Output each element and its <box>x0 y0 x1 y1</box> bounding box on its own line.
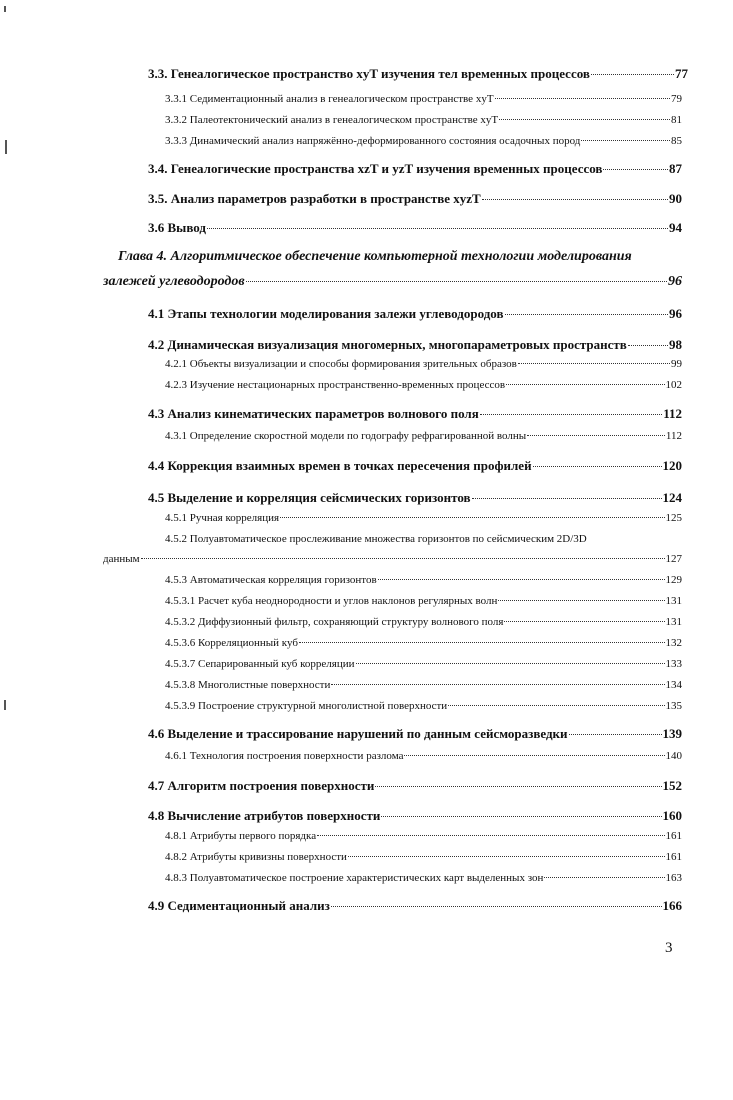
toc-entry-4-8-2[interactable] <box>165 851 682 863</box>
toc-entry-title: 3.3.3 Динамический анализ напряжённо-деформированного состояния осадочных пород <box>165 135 581 147</box>
toc-leader <box>482 199 668 200</box>
toc-entry-page: 131 <box>665 616 682 628</box>
toc-entry-page: 77 <box>675 66 688 81</box>
toc-entry-page: 129 <box>665 574 682 586</box>
toc-entry-title: 4.5.3.1 Расчет куба неоднородности и углов наклонов регулярных волн <box>165 595 498 607</box>
toc-entry-4-2-1[interactable] <box>165 358 682 370</box>
toc-chapter-4-line-1[interactable]: Глава 4. Алгоритмическое обеспечение компьютерной технологии моделирования <box>118 249 632 264</box>
page-number: 3 <box>665 940 673 956</box>
toc-entry-title: 4.5.3.8 Многолистные поверхности <box>165 679 331 691</box>
toc-entry-page: 127 <box>665 553 682 565</box>
toc-entry-3-3-3[interactable] <box>165 135 682 147</box>
toc-entry-page: 163 <box>665 872 682 884</box>
toc-leader <box>569 734 662 735</box>
toc-leader <box>480 414 662 415</box>
toc-leader <box>375 786 661 787</box>
toc-entry-4-1[interactable] <box>148 306 682 322</box>
toc-entry-title: 3.6 Вывод <box>148 220 206 235</box>
toc-entry-4-2[interactable] <box>148 337 682 353</box>
toc-leader <box>331 906 662 907</box>
toc-leader <box>544 877 664 878</box>
toc-leader <box>448 705 664 706</box>
toc-entry-4-2-3[interactable] <box>165 379 682 391</box>
toc-entry-page: 85 <box>671 135 682 147</box>
toc-entry-4-3-1[interactable] <box>165 430 682 442</box>
toc-entry-page: 133 <box>665 658 682 670</box>
toc-entry-3-5[interactable] <box>148 191 682 207</box>
toc-entry-title: 4.7 Алгоритм построения поверхности <box>148 778 375 793</box>
toc-entry-4-9[interactable] <box>148 898 682 914</box>
toc-leader <box>472 498 662 499</box>
toc-entry-title: 4.5 Выделение и корреляция сейсмических горизонтов <box>148 490 471 505</box>
toc-entry-page: 132 <box>665 637 682 649</box>
toc-leader <box>317 835 664 836</box>
toc-entry-4-6-1[interactable] <box>165 750 682 762</box>
toc-entry-title: 4.5.3.6 Корреляционный куб <box>165 637 298 649</box>
toc-entry-4-5-3-2[interactable] <box>165 616 682 628</box>
toc-chapter-4[interactable] <box>103 274 682 290</box>
toc-entry-page: 99 <box>671 358 682 370</box>
toc-entry-page: 161 <box>665 830 682 842</box>
toc-entry-4-3[interactable] <box>148 406 682 422</box>
toc-entry-page: 125 <box>665 512 682 524</box>
toc-entry-page: 112 <box>665 430 682 442</box>
toc-entry-page: 94 <box>669 220 682 235</box>
toc-entry-page: 135 <box>665 700 682 712</box>
toc-entry-page: 152 <box>662 778 682 793</box>
toc-leader <box>581 140 670 141</box>
toc-entry-title: 4.5.3.7 Сепарированный куб корреляции <box>165 658 355 670</box>
toc-entry-title: данным <box>103 553 140 565</box>
toc-entry-title: 3.4. Генеалогические пространства xzT и yzT изучения временных процессов <box>148 161 603 176</box>
toc-entry-4-4[interactable] <box>148 458 682 474</box>
toc-entry-4-5-3-6[interactable] <box>165 637 682 649</box>
toc-entry-4-5-3[interactable] <box>165 574 682 586</box>
toc-entry-4-5-2-line-1[interactable] <box>165 533 682 545</box>
toc-entry-page: 124 <box>662 490 682 505</box>
scan-mark <box>4 6 6 12</box>
toc-entry-title: 4.8.2 Атрибуты кривизны поверхности <box>165 851 347 863</box>
toc-entry-page: 131 <box>665 595 682 607</box>
toc-entry-title: 4.4 Коррекция взаимных времен в точках пересечения профилей <box>148 458 532 473</box>
toc-entry-page: 98 <box>669 337 682 352</box>
toc-entry-title: 4.5.3.9 Построение структурной многолистной поверхности <box>165 700 448 712</box>
toc-entry-title: 4.5.3.2 Диффузионный фильтр, сохраняющий структуру волнового поля <box>165 616 504 628</box>
toc-entry-4-5-3-8[interactable] <box>165 679 682 691</box>
toc-entry-4-8-3[interactable] <box>165 872 682 884</box>
toc-leader <box>207 228 668 229</box>
toc-leader <box>533 466 662 467</box>
toc-entry-page: 79 <box>671 93 682 105</box>
toc-leader <box>246 281 667 282</box>
toc-leader <box>498 600 664 601</box>
toc-entry-page: 96 <box>669 306 682 321</box>
toc-entry-title: 4.6.1 Технология построения поверхности разлома <box>165 750 404 762</box>
toc-leader <box>331 684 664 685</box>
toc-entry-4-7[interactable] <box>148 778 682 794</box>
toc-leader <box>591 74 674 75</box>
toc-entry-page: 120 <box>662 458 682 473</box>
toc-entry-title: 4.2.3 Изучение нестационарных пространственно-временных процессов <box>165 379 506 391</box>
toc-entry-title: 4.5.3 Автоматическая корреляция горизонтов <box>165 574 377 586</box>
toc-entry-4-6[interactable] <box>148 726 682 742</box>
toc-entry-title: 4.5.1 Ручная корреляция <box>165 512 280 524</box>
toc-entry-title: 4.2.1 Объекты визуализации и способы формирования зрительных образов <box>165 358 517 370</box>
toc-entry-4-5-3-7[interactable] <box>165 658 682 670</box>
toc-entry-4-5[interactable] <box>148 490 682 506</box>
toc-entry-title: 4.8.1 Атрибуты первого порядка <box>165 830 317 842</box>
toc-entry-4-5-3-1[interactable] <box>165 595 682 607</box>
toc-leader <box>348 856 665 857</box>
scan-mark <box>5 140 7 154</box>
toc-entry-3-6[interactable] <box>148 220 682 236</box>
toc-entry-page: 90 <box>669 191 682 206</box>
toc-entry-3-3-1[interactable] <box>165 93 682 105</box>
toc-entry-title: 3.3. Генеалогическое пространство xyT изучения тел временных процессов <box>148 66 590 81</box>
toc-leader <box>506 384 664 385</box>
toc-entry-title: 3.3.1 Седиментационный анализ в генеалогическом пространстве xyT <box>165 93 494 105</box>
toc-entry-title: 4.9 Седиментационный анализ <box>148 898 330 913</box>
toc-entry-title: 4.6 Выделение и трассирование нарушений по данным сейсморазведки <box>148 726 568 741</box>
toc-leader <box>378 579 665 580</box>
toc-leader <box>603 169 668 170</box>
toc-entry-4-5-1[interactable] <box>165 512 682 524</box>
toc-entry-3-4[interactable] <box>148 161 682 177</box>
toc-leader <box>141 558 665 559</box>
toc-entry-4-5-3-9[interactable] <box>165 700 682 712</box>
toc-entry-title: залежей углеводородов <box>103 274 245 289</box>
toc-entry-title: 4.5.2 Полуавтоматическое прослеживание множества горизонтов по сейсмическим 2D/3D <box>165 533 587 545</box>
toc-entry-title: 4.3 Анализ кинематических параметров волнового поля <box>148 406 479 421</box>
toc-entry-4-8-1[interactable] <box>165 830 682 842</box>
toc-entry-title: 3.3.2 Палеотектонический анализ в генеалогическом пространстве xyT <box>165 114 499 126</box>
toc-leader <box>505 314 669 315</box>
toc-leader <box>495 98 670 99</box>
toc-leader <box>404 755 664 756</box>
toc-entry-title: 4.1 Этапы технологии моделирования залежи углеводородов <box>148 306 504 321</box>
toc-entry-page: 166 <box>662 898 682 913</box>
toc-entry-4-5-2[interactable] <box>103 553 682 565</box>
toc-entry-page: 140 <box>665 750 682 762</box>
toc-entry-page: 96 <box>668 274 682 289</box>
toc-entry-title: 4.3.1 Определение скоростной модели по годографу рефрагированной волны <box>165 430 527 442</box>
toc-entry-page: 160 <box>662 808 682 823</box>
toc-leader <box>356 663 665 664</box>
toc-leader <box>280 517 664 518</box>
toc-entry-3-3-2[interactable] <box>165 114 682 126</box>
toc-entry-title: 3.5. Анализ параметров разработки в пространстве xyzT <box>148 191 481 206</box>
toc-entry-title: 4.2 Динамическая визуализация многомерных, многопараметровых пространств <box>148 337 627 352</box>
toc-entry-page: 81 <box>671 114 682 126</box>
toc-entry-title: 4.8.3 Полуавтоматическое построение характеристических карт выделенных зон <box>165 872 544 884</box>
toc-leader <box>299 642 665 643</box>
toc-entry-page: 134 <box>665 679 682 691</box>
toc-entry-page: 112 <box>663 406 682 421</box>
toc-leader <box>504 621 664 622</box>
toc-entry-3-3[interactable] <box>148 66 688 82</box>
toc-leader <box>381 816 661 817</box>
toc-leader <box>499 119 670 120</box>
toc-entry-page: 87 <box>669 161 682 176</box>
toc-entry-page: 102 <box>665 379 682 391</box>
scan-mark <box>4 700 6 710</box>
toc-leader <box>518 363 670 364</box>
toc-entry-4-8[interactable] <box>148 808 682 824</box>
toc-entry-page: 139 <box>662 726 682 741</box>
toc-leader <box>527 435 665 436</box>
toc-leader <box>628 345 668 346</box>
toc-entry-page: 161 <box>665 851 682 863</box>
toc-entry-title: 4.8 Вычисление атрибутов поверхности <box>148 808 381 823</box>
